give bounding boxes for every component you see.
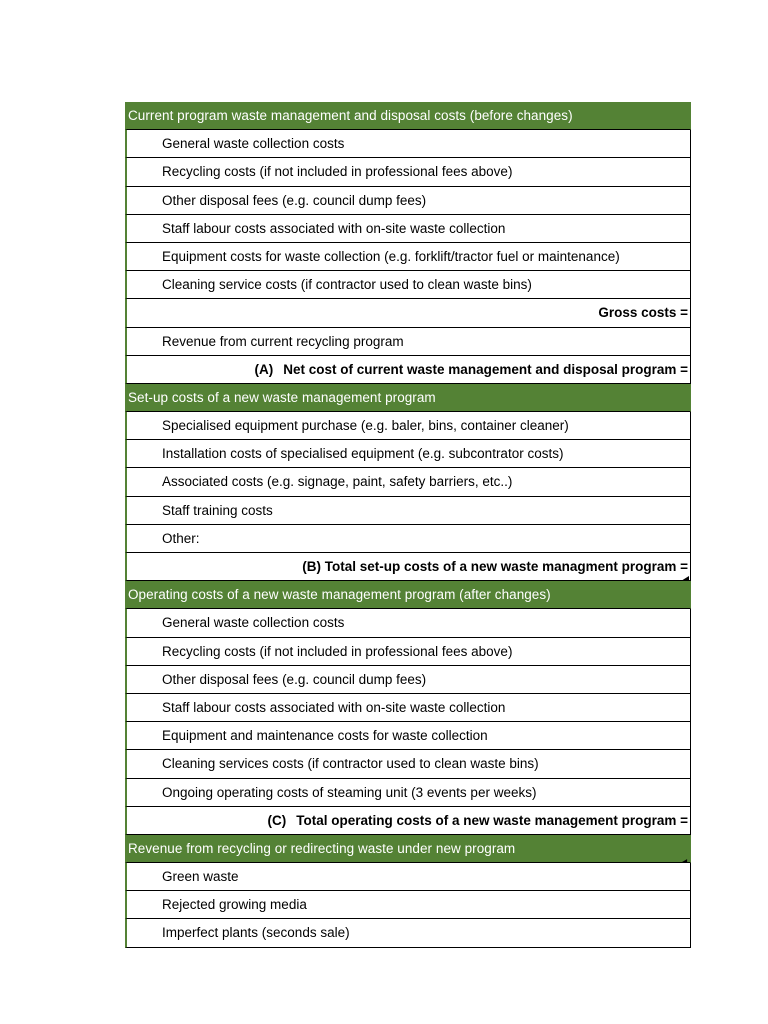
section-header-text: Revenue from recycling or redirecting waste under new program — [128, 840, 516, 856]
section-header-text: Set-up costs of a new waste management program — [128, 389, 436, 405]
cost-row[interactable] — [125, 694, 691, 722]
cost-row-label: Recycling costs (if not included in professional fees above) — [162, 164, 513, 180]
gross-costs-row[interactable] — [125, 299, 691, 327]
total-a-text — [255, 356, 688, 383]
cost-row[interactable] — [125, 130, 691, 158]
total-a-label: Net cost of current waste management and disposal program = — [283, 361, 688, 377]
total-c-text — [268, 807, 688, 834]
cost-row[interactable] — [125, 187, 691, 215]
cost-row[interactable] — [125, 440, 691, 468]
section-header-text: Current program waste management and disposal costs (before changes) — [128, 108, 573, 123]
cost-row[interactable] — [125, 750, 691, 778]
gross-costs-label: Gross costs = — [598, 305, 688, 321]
section-header-text: Operating costs of a new waste management program (after changes) — [128, 587, 551, 603]
cost-row-label: Green waste — [162, 869, 239, 885]
cost-row[interactable] — [125, 468, 691, 496]
cost-row[interactable] — [125, 666, 691, 694]
cost-row[interactable] — [125, 891, 691, 919]
cost-row-label: Cleaning services costs (if contractor used to clean waste bins) — [162, 756, 539, 772]
cost-row-label: Rejected growing media — [162, 897, 307, 913]
section-header-revenue[interactable] — [125, 835, 691, 863]
total-row-b[interactable] — [125, 553, 691, 581]
cost-row-label: Other disposal fees (e.g. council dump fees) — [162, 671, 427, 687]
cost-row[interactable] — [125, 271, 691, 299]
cost-row-label: Recycling costs (if not included in professional fees above) — [162, 643, 513, 659]
cost-row-label: Cleaning service costs (if contractor used to clean waste bins) — [162, 277, 532, 293]
cost-row-label: Installation costs of specialised equipment (e.g. subcontrator costs) — [162, 446, 564, 462]
cost-row-label: Other: — [162, 530, 200, 546]
cost-row[interactable] — [125, 158, 691, 186]
cost-worksheet — [125, 102, 691, 948]
section-header-setup-costs[interactable] — [125, 384, 691, 412]
cost-row[interactable] — [125, 497, 691, 525]
revenue-current-label: Revenue from current recycling program — [162, 333, 404, 349]
total-row-a[interactable] — [125, 356, 691, 384]
cost-row-label: Equipment and maintenance costs for waste collection — [162, 728, 488, 744]
cost-row-label: General waste collection costs — [162, 615, 345, 631]
cost-row-label: Staff labour costs associated with on-site waste collection — [162, 220, 506, 236]
cost-row[interactable] — [125, 779, 691, 807]
cost-row[interactable] — [125, 638, 691, 666]
cost-row-label: Other disposal fees (e.g. council dump fees) — [162, 192, 427, 208]
section-header-current-program[interactable] — [125, 102, 691, 130]
cost-row[interactable] — [125, 609, 691, 637]
total-row-c[interactable] — [125, 807, 691, 835]
cost-row[interactable] — [125, 243, 691, 271]
cost-row-label: Staff training costs — [162, 502, 273, 518]
total-c-label: Total operating costs of a new waste management program = — [296, 812, 688, 828]
total-c-letter: (C) — [267, 812, 287, 828]
cost-row[interactable] — [125, 863, 691, 891]
cost-row[interactable] — [125, 919, 691, 947]
cost-row-label: General waste collection costs — [162, 136, 345, 152]
revenue-current-row[interactable] — [125, 328, 691, 356]
cost-row[interactable] — [125, 215, 691, 243]
total-b-label: (B) Total set-up costs of a new waste managment program = — [302, 559, 688, 574]
cost-row-label: Ongoing operating costs of steaming unit (3 events per weeks) — [162, 784, 537, 800]
cost-row[interactable] — [125, 525, 691, 553]
cost-row-label: Staff labour costs associated with on-site waste collection — [162, 699, 506, 715]
cost-row[interactable] — [125, 412, 691, 440]
total-a-letter: (A) — [254, 361, 274, 377]
section-header-operating-costs[interactable] — [125, 581, 691, 609]
cost-row-label: Specialised equipment purchase (e.g. baler, bins, container cleaner) — [162, 418, 569, 434]
cost-row[interactable] — [125, 722, 691, 750]
cost-row-label: Equipment costs for waste collection (e.g. forklift/tractor fuel or maintenance) — [162, 248, 620, 264]
cost-row-label: Associated costs (e.g. signage, paint, safety barriers, etc..) — [162, 474, 513, 490]
cost-row-label: Imperfect plants (seconds sale) — [162, 925, 350, 941]
